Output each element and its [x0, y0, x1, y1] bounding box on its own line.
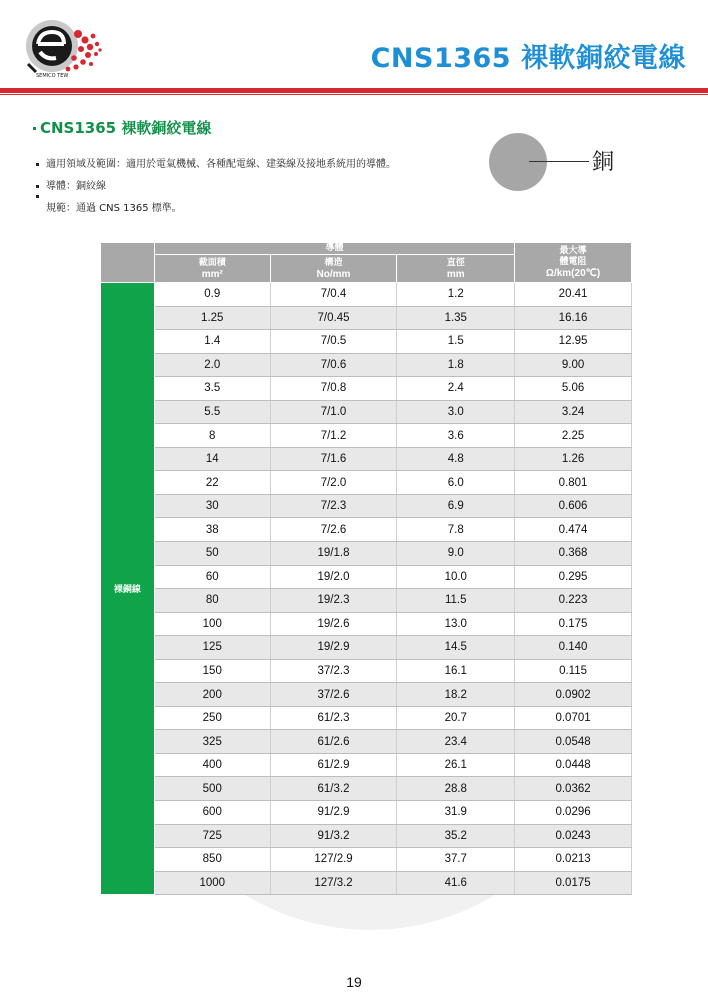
header-area: 截面積 mm² — [154, 255, 270, 283]
header-divider-thin — [0, 94, 708, 95]
cell-structure: 19/1.8 — [270, 542, 397, 566]
cell-structure: 19/2.0 — [270, 565, 397, 589]
section-title-text: CNS1365 裸軟銅絞電線 — [40, 119, 212, 137]
cell-diameter: 11.5 — [397, 589, 515, 613]
bullet-icon — [36, 163, 39, 166]
cell-diameter: 1.8 — [397, 353, 515, 377]
cell-area: 5.5 — [154, 400, 270, 424]
description-item: 導體：銅絞線 — [36, 176, 396, 198]
cell-diameter: 16.1 — [397, 659, 515, 683]
cell-diameter: 3.6 — [397, 424, 515, 448]
cell-resistance: 2.25 — [515, 424, 632, 448]
cell-structure: 7/1.0 — [270, 400, 397, 424]
description-item: 規範：通過 CNS 1365 標準。 — [46, 203, 182, 214]
cell-area: 500 — [154, 777, 270, 801]
table-row — [101, 447, 632, 471]
cell-resistance: 16.16 — [515, 306, 632, 330]
cell-diameter: 2.4 — [397, 377, 515, 401]
cell-area: 0.9 — [154, 283, 270, 307]
cell-structure: 61/2.6 — [270, 730, 397, 754]
cell-diameter: 6.9 — [397, 494, 515, 518]
table-row — [101, 589, 632, 613]
conductor-illustration — [489, 133, 547, 191]
cell-area: 2.0 — [154, 353, 270, 377]
cell-resistance: 0.223 — [515, 589, 632, 613]
table-row — [101, 612, 632, 636]
cell-diameter: 23.4 — [397, 730, 515, 754]
cell-structure: 37/2.6 — [270, 683, 397, 707]
table-row — [101, 730, 632, 754]
cell-area: 200 — [154, 683, 270, 707]
description-item: 適用領域及範圍：適用於電氣機械、各種配電線、建築線及接地系統用的導體。 — [36, 154, 396, 176]
cell-resistance: 0.0548 — [515, 730, 632, 754]
cell-resistance: 3.24 — [515, 400, 632, 424]
cell-diameter: 10.0 — [397, 565, 515, 589]
cell-diameter: 37.7 — [397, 848, 515, 872]
cell-structure: 7/2.6 — [270, 518, 397, 542]
cell-resistance: 0.0213 — [515, 848, 632, 872]
table-row — [101, 636, 632, 660]
table-row — [101, 683, 632, 707]
cell-structure: 37/2.3 — [270, 659, 397, 683]
table-row — [101, 659, 632, 683]
cell-area: 80 — [154, 589, 270, 613]
table-row — [101, 471, 632, 495]
conductor-leader-line — [529, 161, 589, 162]
cell-area: 325 — [154, 730, 270, 754]
table-corner — [101, 243, 155, 283]
section-title — [33, 117, 211, 138]
bullet-icon — [36, 185, 39, 188]
cell-diameter: 28.8 — [397, 777, 515, 801]
cell-area: 22 — [154, 471, 270, 495]
cell-structure: 7/0.8 — [270, 377, 397, 401]
header-diameter: 直徑 mm — [397, 255, 515, 283]
cell-diameter: 1.35 — [397, 306, 515, 330]
section-bullet-icon — [33, 127, 36, 130]
table-row — [101, 518, 632, 542]
company-logo — [14, 14, 106, 80]
cell-diameter: 7.8 — [397, 518, 515, 542]
logo-text: SEMICO TEW — [36, 73, 69, 79]
table-row — [101, 330, 632, 354]
cell-structure: 91/2.9 — [270, 801, 397, 825]
cell-resistance: 0.368 — [515, 542, 632, 566]
cell-structure: 19/2.9 — [270, 636, 397, 660]
cell-resistance: 5.06 — [515, 377, 632, 401]
header-divider — [0, 88, 708, 93]
cell-structure: 19/2.6 — [270, 612, 397, 636]
table-row — [101, 542, 632, 566]
table-row — [101, 565, 632, 589]
table-row — [101, 494, 632, 518]
cell-area: 50 — [154, 542, 270, 566]
cell-resistance: 12.95 — [515, 330, 632, 354]
cell-structure: 7/0.6 — [270, 353, 397, 377]
cell-structure: 7/0.4 — [270, 283, 397, 307]
cell-diameter: 18.2 — [397, 683, 515, 707]
cell-resistance: 0.0362 — [515, 777, 632, 801]
table-row — [101, 353, 632, 377]
table-row — [101, 871, 632, 895]
cell-structure: 61/2.9 — [270, 753, 397, 777]
table-row — [101, 824, 632, 848]
cell-area: 400 — [154, 753, 270, 777]
table-row — [101, 377, 632, 401]
cell-area: 38 — [154, 518, 270, 542]
cell-resistance: 0.0902 — [515, 683, 632, 707]
cell-area: 250 — [154, 706, 270, 730]
cell-diameter: 9.0 — [397, 542, 515, 566]
conductor-material-label: 銅 — [592, 150, 615, 175]
page-number: 19 — [346, 974, 362, 990]
cell-area: 150 — [154, 659, 270, 683]
header-structure: 構造 No/mm — [270, 255, 397, 283]
cell-area: 60 — [154, 565, 270, 589]
cell-resistance: 0.606 — [515, 494, 632, 518]
cell-area: 8 — [154, 424, 270, 448]
table-row — [101, 801, 632, 825]
cell-resistance: 0.0243 — [515, 824, 632, 848]
page-header-title: CNS1365 裸軟銅絞電線 — [370, 43, 686, 74]
cell-diameter: 41.6 — [397, 871, 515, 895]
cell-area: 850 — [154, 848, 270, 872]
cell-resistance: 0.0448 — [515, 753, 632, 777]
table-row — [101, 306, 632, 330]
cell-area: 600 — [154, 801, 270, 825]
cell-structure: 7/0.5 — [270, 330, 397, 354]
cell-structure: 127/3.2 — [270, 871, 397, 895]
cell-area: 30 — [154, 494, 270, 518]
table-row — [101, 706, 632, 730]
header-conductor: 導體 — [154, 243, 514, 255]
cell-structure: 7/2.3 — [270, 494, 397, 518]
cell-resistance: 0.175 — [515, 612, 632, 636]
cell-area: 14 — [154, 447, 270, 471]
header-max-resistance: 最大導 體電阻 Ω/km(20℃) — [515, 243, 632, 283]
cell-structure: 127/2.9 — [270, 848, 397, 872]
cell-area: 100 — [154, 612, 270, 636]
table-row — [101, 848, 632, 872]
cell-diameter: 35.2 — [397, 824, 515, 848]
row-group-label: 裸銅線 — [101, 283, 155, 895]
cell-resistance: 0.0701 — [515, 706, 632, 730]
cell-resistance: 0.474 — [515, 518, 632, 542]
cell-diameter: 3.0 — [397, 400, 515, 424]
cell-area: 3.5 — [154, 377, 270, 401]
cell-resistance: 0.0296 — [515, 801, 632, 825]
cell-diameter: 6.0 — [397, 471, 515, 495]
cell-resistance: 0.295 — [515, 565, 632, 589]
cell-structure: 7/1.6 — [270, 447, 397, 471]
cell-resistance: 0.115 — [515, 659, 632, 683]
spec-table — [100, 242, 632, 895]
cell-area: 1.25 — [154, 306, 270, 330]
cell-structure: 7/2.0 — [270, 471, 397, 495]
cell-diameter: 1.2 — [397, 283, 515, 307]
cell-structure: 19/2.3 — [270, 589, 397, 613]
cell-resistance: 9.00 — [515, 353, 632, 377]
table-row — [101, 400, 632, 424]
cell-structure: 61/2.3 — [270, 706, 397, 730]
cell-area: 1.4 — [154, 330, 270, 354]
cell-area: 125 — [154, 636, 270, 660]
table-row — [101, 283, 632, 307]
cell-structure: 7/0.45 — [270, 306, 397, 330]
cell-structure: 61/3.2 — [270, 777, 397, 801]
cell-resistance: 1.26 — [515, 447, 632, 471]
cell-diameter: 1.5 — [397, 330, 515, 354]
description-list — [36, 154, 396, 220]
cell-diameter: 13.0 — [397, 612, 515, 636]
cell-resistance: 0.801 — [515, 471, 632, 495]
cell-structure: 7/1.2 — [270, 424, 397, 448]
cell-area: 725 — [154, 824, 270, 848]
cell-diameter: 26.1 — [397, 753, 515, 777]
cell-resistance: 0.140 — [515, 636, 632, 660]
cell-diameter: 4.8 — [397, 447, 515, 471]
table-row — [101, 424, 632, 448]
cell-area: 1000 — [154, 871, 270, 895]
table-row — [101, 753, 632, 777]
cell-diameter: 31.9 — [397, 801, 515, 825]
cell-structure: 91/3.2 — [270, 824, 397, 848]
cell-diameter: 14.5 — [397, 636, 515, 660]
cell-diameter: 20.7 — [397, 706, 515, 730]
cell-resistance: 20.41 — [515, 283, 632, 307]
cell-resistance: 0.0175 — [515, 871, 632, 895]
table-row — [101, 777, 632, 801]
